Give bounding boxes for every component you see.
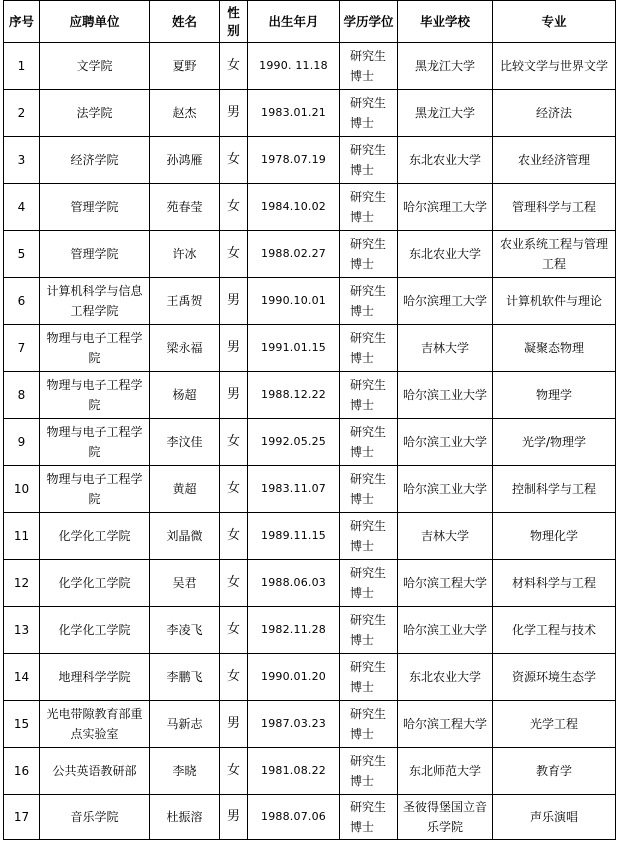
cell-degree: 研究生博士: [340, 560, 398, 607]
cell-name: 吴君: [150, 560, 220, 607]
header-school: 毕业学校: [398, 1, 493, 43]
table-row: [4, 90, 616, 137]
cell-school: 哈尔滨工业大学: [398, 372, 493, 419]
table-row: [4, 654, 616, 701]
cell-unit: 化学化工学院: [40, 560, 150, 607]
cell-no: 16: [4, 748, 40, 795]
table-row: [4, 701, 616, 748]
cell-major: 材料科学与工程: [493, 560, 616, 607]
cell-unit: 公共英语教研部: [40, 748, 150, 795]
cell-dob: 1988.12.22: [248, 372, 340, 419]
cell-degree: 研究生博士: [340, 701, 398, 748]
cell-name: 黄超: [150, 466, 220, 513]
table-row: [4, 607, 616, 654]
cell-unit: 音乐学院: [40, 795, 150, 840]
cell-unit: 经济学院: [40, 137, 150, 184]
cell-gender: 女: [220, 654, 248, 701]
cell-no: 15: [4, 701, 40, 748]
cell-no: 7: [4, 325, 40, 372]
cell-dob: 1984.10.02: [248, 184, 340, 231]
table-row: [4, 513, 616, 560]
cell-unit: 文学院: [40, 43, 150, 90]
cell-major: 凝聚态物理: [493, 325, 616, 372]
table-row: [4, 795, 616, 840]
cell-degree: 研究生博士: [340, 466, 398, 513]
cell-unit: 地理科学学院: [40, 654, 150, 701]
cell-unit: 物理与电子工程学院: [40, 325, 150, 372]
cell-dob: 1990.01.20: [248, 654, 340, 701]
cell-school: 哈尔滨理工大学: [398, 184, 493, 231]
cell-name: 李汶佳: [150, 419, 220, 466]
cell-gender: 女: [220, 43, 248, 90]
cell-major: 经济法: [493, 90, 616, 137]
cell-unit: 物理与电子工程学院: [40, 372, 150, 419]
cell-school: 东北农业大学: [398, 231, 493, 278]
cell-unit: 计算机科学与信息工程学院: [40, 278, 150, 325]
cell-dob: 1983.01.21: [248, 90, 340, 137]
cell-name: 夏野: [150, 43, 220, 90]
cell-school: 黑龙江大学: [398, 43, 493, 90]
cell-name: 赵杰: [150, 90, 220, 137]
table-row: [4, 231, 616, 278]
cell-gender: 女: [220, 137, 248, 184]
cell-degree: 研究生博士: [340, 795, 398, 840]
cell-major: 物理学: [493, 372, 616, 419]
table-row: [4, 372, 616, 419]
cell-degree: 研究生博士: [340, 278, 398, 325]
table-row: [4, 748, 616, 795]
cell-name: 许冰: [150, 231, 220, 278]
cell-degree: 研究生博士: [340, 90, 398, 137]
cell-no: 17: [4, 795, 40, 840]
cell-dob: 1987.03.23: [248, 701, 340, 748]
cell-major: 管理科学与工程: [493, 184, 616, 231]
cell-degree: 研究生博士: [340, 419, 398, 466]
cell-unit: 管理学院: [40, 184, 150, 231]
cell-dob: 1992.05.25: [248, 419, 340, 466]
cell-degree: 研究生博士: [340, 513, 398, 560]
cell-gender: 男: [220, 795, 248, 840]
header-unit: 应聘单位: [40, 1, 150, 43]
cell-major: 控制科学与工程: [493, 466, 616, 513]
cell-degree: 研究生博士: [340, 184, 398, 231]
cell-gender: 男: [220, 278, 248, 325]
cell-major: 比较文学与世界文学: [493, 43, 616, 90]
cell-dob: 1983.11.07: [248, 466, 340, 513]
cell-school: 东北农业大学: [398, 137, 493, 184]
cell-unit: 管理学院: [40, 231, 150, 278]
cell-dob: 1991.01.15: [248, 325, 340, 372]
cell-school: 吉林大学: [398, 513, 493, 560]
cell-gender: 男: [220, 701, 248, 748]
cell-name: 李鹏飞: [150, 654, 220, 701]
cell-name: 王禹贺: [150, 278, 220, 325]
cell-name: 李凌飞: [150, 607, 220, 654]
cell-no: 13: [4, 607, 40, 654]
cell-name: 刘晶微: [150, 513, 220, 560]
header-gender: 性别: [220, 1, 248, 43]
cell-degree: 研究生博士: [340, 654, 398, 701]
cell-name: 杜振溶: [150, 795, 220, 840]
cell-degree: 研究生博士: [340, 43, 398, 90]
header-row: [4, 1, 616, 43]
cell-school: 圣彼得堡国立音乐学院: [398, 795, 493, 840]
cell-school: 哈尔滨工程大学: [398, 560, 493, 607]
cell-major: 农业系统工程与管理工程: [493, 231, 616, 278]
cell-dob: 1981.08.22: [248, 748, 340, 795]
cell-degree: 研究生博士: [340, 748, 398, 795]
cell-degree: 研究生博士: [340, 325, 398, 372]
cell-major: 农业经济管理: [493, 137, 616, 184]
cell-name: 杨超: [150, 372, 220, 419]
cell-gender: 男: [220, 90, 248, 137]
cell-no: 9: [4, 419, 40, 466]
cell-degree: 研究生博士: [340, 231, 398, 278]
cell-gender: 男: [220, 325, 248, 372]
cell-school: 黑龙江大学: [398, 90, 493, 137]
cell-major: 声乐演唱: [493, 795, 616, 840]
cell-name: 马新志: [150, 701, 220, 748]
table-row: [4, 325, 616, 372]
cell-major: 光学/物理学: [493, 419, 616, 466]
cell-no: 11: [4, 513, 40, 560]
cell-school: 哈尔滨工业大学: [398, 419, 493, 466]
cell-gender: 女: [220, 748, 248, 795]
cell-unit: 物理与电子工程学院: [40, 466, 150, 513]
cell-major: 化学工程与技术: [493, 607, 616, 654]
cell-major: 光学工程: [493, 701, 616, 748]
table-row: [4, 184, 616, 231]
cell-no: 14: [4, 654, 40, 701]
cell-dob: 1989.11.15: [248, 513, 340, 560]
hiring-table: [3, 0, 616, 840]
header-dob: 出生年月: [248, 1, 340, 43]
table-row: [4, 560, 616, 607]
cell-school: 哈尔滨工程大学: [398, 701, 493, 748]
cell-no: 3: [4, 137, 40, 184]
cell-gender: 男: [220, 372, 248, 419]
cell-gender: 女: [220, 607, 248, 654]
cell-gender: 女: [220, 560, 248, 607]
table-row: [4, 466, 616, 513]
cell-unit: 光电带隙教育部重点实验室: [40, 701, 150, 748]
cell-no: 4: [4, 184, 40, 231]
cell-no: 1: [4, 43, 40, 90]
cell-dob: 1982.11.28: [248, 607, 340, 654]
cell-school: 东北农业大学: [398, 654, 493, 701]
table-row: [4, 419, 616, 466]
cell-school: 吉林大学: [398, 325, 493, 372]
cell-unit: 化学化工学院: [40, 607, 150, 654]
cell-dob: 1978.07.19: [248, 137, 340, 184]
cell-major: 教育学: [493, 748, 616, 795]
cell-gender: 女: [220, 419, 248, 466]
cell-no: 2: [4, 90, 40, 137]
cell-degree: 研究生博士: [340, 372, 398, 419]
cell-dob: 1990. 11.18: [248, 43, 340, 90]
header-name: 姓名: [150, 1, 220, 43]
header-major: 专业: [493, 1, 616, 43]
cell-no: 12: [4, 560, 40, 607]
cell-school: 哈尔滨工业大学: [398, 607, 493, 654]
cell-name: 李晓: [150, 748, 220, 795]
cell-dob: 1988.06.03: [248, 560, 340, 607]
header-no: 序号: [4, 1, 40, 43]
cell-school: 哈尔滨工业大学: [398, 466, 493, 513]
cell-gender: 女: [220, 513, 248, 560]
cell-major: 计算机软件与理论: [493, 278, 616, 325]
cell-major: 物理化学: [493, 513, 616, 560]
cell-gender: 女: [220, 466, 248, 513]
header-degree: 学历学位: [340, 1, 398, 43]
cell-dob: 1988.07.06: [248, 795, 340, 840]
table-row: [4, 278, 616, 325]
cell-school: 东北师范大学: [398, 748, 493, 795]
cell-no: 10: [4, 466, 40, 513]
cell-dob: 1988.02.27: [248, 231, 340, 278]
cell-unit: 法学院: [40, 90, 150, 137]
cell-school: 哈尔滨理工大学: [398, 278, 493, 325]
cell-degree: 研究生博士: [340, 607, 398, 654]
cell-dob: 1990.10.01: [248, 278, 340, 325]
table-row: [4, 43, 616, 90]
cell-gender: 女: [220, 184, 248, 231]
cell-name: 苑春莹: [150, 184, 220, 231]
table-row: [4, 137, 616, 184]
cell-unit: 物理与电子工程学院: [40, 419, 150, 466]
cell-unit: 化学化工学院: [40, 513, 150, 560]
cell-name: 梁永福: [150, 325, 220, 372]
cell-no: 6: [4, 278, 40, 325]
cell-gender: 女: [220, 231, 248, 278]
cell-no: 5: [4, 231, 40, 278]
cell-major: 资源环境生态学: [493, 654, 616, 701]
cell-name: 孙鸿雁: [150, 137, 220, 184]
cell-degree: 研究生博士: [340, 137, 398, 184]
cell-no: 8: [4, 372, 40, 419]
